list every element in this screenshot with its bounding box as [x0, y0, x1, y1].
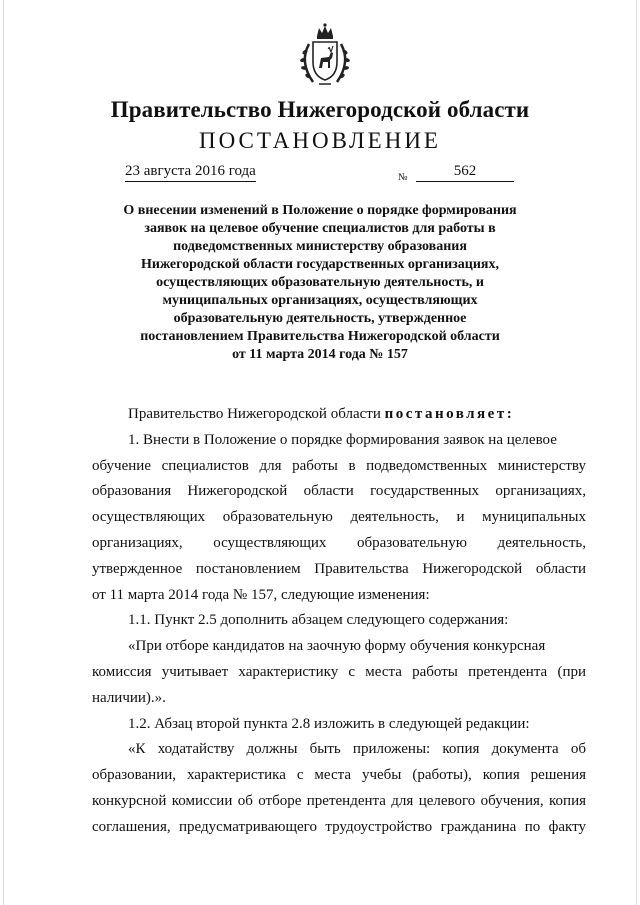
subject-line: муниципальных организациях, осуществляющих [162, 293, 478, 308]
body-line: конкурсной комиссии об отборе претендента для целевого обучения, копия [92, 792, 586, 809]
subject-line: от 11 марта 2014 года № 157 [232, 347, 408, 362]
subject-line: Нижегородской области государственных организациях, [141, 257, 499, 272]
body-line: организациях, осуществляющих образовательную деятельность, [92, 534, 586, 551]
body-line: от 11 марта 2014 года № 157, следующие изменения: [92, 586, 430, 603]
subject-line: подведомственных министерству образования [173, 239, 467, 254]
body-line: наличии).». [92, 689, 166, 706]
document-number: 562 [416, 163, 514, 182]
decree-paragraph [92, 402, 586, 428]
document-type-heading: ПОСТАНОВЛЕНИЕ [199, 128, 441, 153]
body-line: соглашения, предусматривающего трудоустройство гражданина по факту [92, 818, 586, 835]
subject-line: О внесении изменений в Положение о порядке формирования [123, 203, 517, 218]
subject-line: образовательную деятельность, утвержденное [173, 311, 467, 326]
body-line: 1.2. Абзац второй пункта 2.8 изложить в следующей редакции: [128, 715, 530, 732]
document-subject [100, 202, 540, 364]
decree-word: постановляет: [384, 406, 515, 422]
organization-title: Правительство Нижегородской области [110, 97, 530, 122]
body-line: комиссия учитывает характеристику с места работы претендента (при [92, 663, 586, 680]
document-body [92, 402, 586, 841]
subject-line: постановлением Правительства Нижегородской области [140, 329, 500, 344]
body-line: «При отборе кандидатов на заочную форму обучения конкурсная [128, 638, 546, 655]
number-label: № [398, 172, 408, 183]
subject-line: осуществляющих образовательную деятельность, и [156, 275, 484, 290]
subject-line: заявок на целевое обучение специалистов для работы в [144, 221, 496, 236]
body-line: обучение специалистов для работы в подведомственных министерству [92, 457, 586, 474]
body-line: 1.1. Пункт 2.5 дополнить абзацем следующего содержания: [128, 612, 509, 629]
body-line: утвержденное постановлением Правительства Нижегородской области [92, 560, 586, 577]
body-line: осуществляющих образовательную деятельность, и муниципальных [92, 509, 586, 526]
decree-intro: Правительство Нижегородской области [128, 406, 381, 422]
body-line: «К ходатайству должны быть приложены: копия документа об [128, 741, 586, 758]
body-line: 1. Внести в Положение о порядке формирования заявок на целевое [128, 431, 557, 448]
document-date: 23 августа 2016 года [125, 163, 256, 182]
body-line: образования Нижегородской области государственных организациях, [92, 483, 586, 500]
body-line: образовании, характеристика с места учебы (работы), копия решения [92, 767, 586, 784]
coat-of-arms-emblem [295, 22, 355, 88]
